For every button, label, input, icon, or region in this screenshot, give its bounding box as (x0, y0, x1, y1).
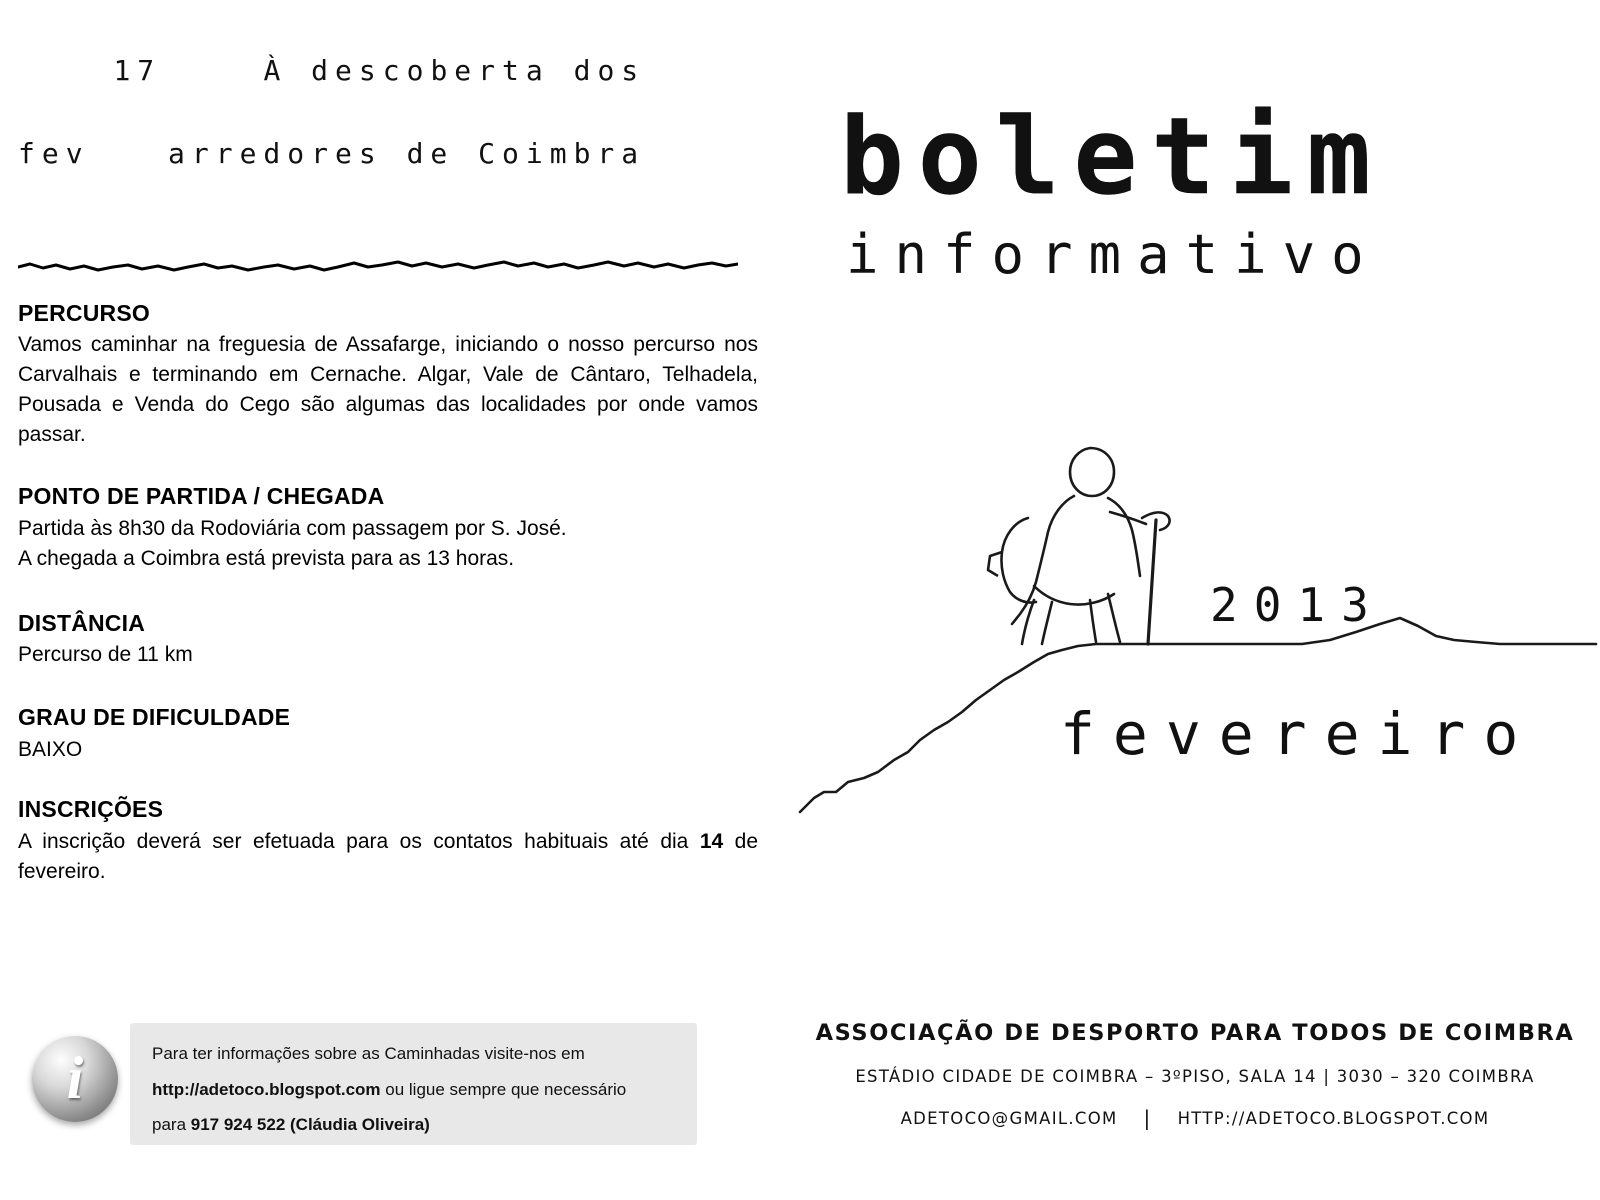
footer-separator: | (1143, 1106, 1152, 1130)
footer-website[interactable]: HTTP://ADETOCO.BLOGSPOT.COM (1177, 1108, 1490, 1128)
event-title-line1: À descoberta dos (263, 53, 646, 87)
section-inscricoes-heading: INSCRIÇÕES (18, 796, 164, 823)
brand-year: 2013 (1210, 578, 1385, 632)
brand-subtitle-informativo: informativo (846, 223, 1380, 286)
section-percurso (18, 300, 758, 450)
section-inscricoes (18, 796, 758, 886)
contact-phone: 917 924 522 (Cláudia Oliveira) (190, 1115, 430, 1135)
info-box-line3-pre: para (152, 1115, 191, 1135)
section-percurso-heading: PERCURSO (18, 299, 150, 326)
footer-email[interactable]: ADETOCO@GMAIL.COM (900, 1108, 1118, 1128)
footer-contacts (800, 1106, 1590, 1130)
event-date-title (18, 10, 758, 256)
brand-month: fevereiro (1060, 700, 1537, 768)
left-content-column (18, 10, 758, 887)
info-box-line2 (130, 1064, 697, 1100)
info-box-line1: Para ter informações sobre as Caminhadas visite-nos em (152, 1044, 585, 1063)
section-distancia-body: Percurso de 11 km (18, 643, 193, 667)
section-percurso-body: Vamos caminhar na freguesia de Assafarge, iniciando o nosso percurso nos Carvalhais e terminando em Cernache. Algar, Vale de Cântaro, Telhadela, Pousada e Venda do Cego são algumas das localidades por onde vamos passar. (18, 333, 758, 446)
inscricoes-deadline-day: 14 (699, 830, 724, 854)
section-grau-heading: GRAU DE DIFICULDADE (18, 704, 291, 731)
footer-organization-name: ASSOCIAÇÃO DE DESPORTO PARA TODOS DE COIMBRA (815, 1020, 1575, 1046)
event-title-line2: arredores de Coimbra (168, 136, 646, 170)
event-month-abbr: fev (18, 136, 90, 170)
info-icon (32, 1036, 118, 1122)
section-ponto-body-line1: Partida às 8h30 da Rodoviária com passagem por S. José. (18, 517, 567, 540)
contact-info-box (130, 1023, 697, 1145)
section-ponto-heading: PONTO DE PARTIDA / CHEGADA (18, 483, 385, 510)
section-distancia-heading: DISTÂNCIA (18, 609, 146, 636)
section-inscricoes-body (18, 827, 758, 887)
section-grau-dificuldade (18, 704, 758, 764)
section-ponto-partida-chegada (18, 483, 758, 573)
inscricoes-text-pre: A inscrição deverá ser efetuada para os contatos habituais até dia (18, 830, 700, 854)
hand-drawn-divider (18, 258, 738, 274)
brand-title-boletim: boletim (840, 95, 1385, 218)
event-day: 17 (113, 53, 162, 87)
blog-link[interactable]: http://adetoco.blogspot.com (152, 1079, 381, 1099)
info-box-line3 (130, 1099, 697, 1135)
info-box-line2-rest: ou ligue sempre que necessário (380, 1079, 627, 1099)
info-icon-glyph: i (66, 1045, 84, 1111)
section-distancia (18, 610, 758, 670)
section-ponto-body-line2: A chegada a Coimbra está prevista para as 13 horas. (18, 546, 515, 570)
section-grau-body: BAIXO (18, 737, 83, 761)
footer-address: ESTÁDIO CIDADE DE COIMBRA – 3ºPISO, SALA 14 | 3030 – 320 COIMBRA (855, 1067, 1535, 1086)
inscricoes-text-post: de fevereiro. (18, 830, 758, 883)
footer-organization-block (800, 1020, 1590, 1130)
